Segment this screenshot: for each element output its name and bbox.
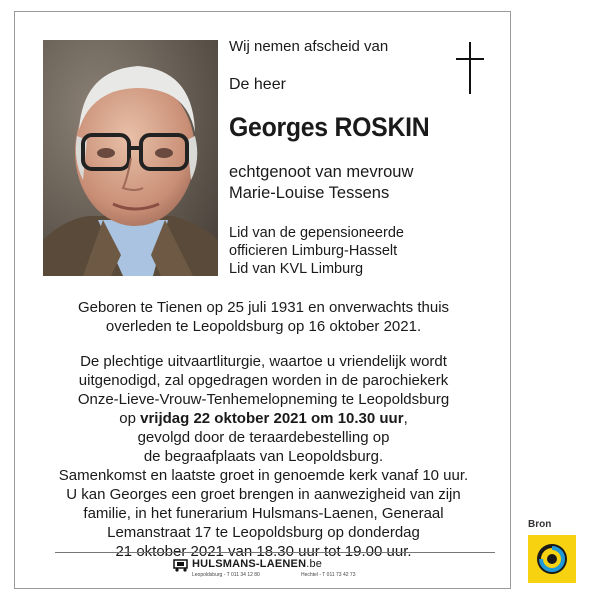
text-line: Lemanstraat 17 te Leopoldsburg op donderdag	[107, 524, 420, 541]
text-line: gevolgd door de teraardebestelling op	[137, 429, 390, 446]
text-line: uitgenodigd, zal opgedragen worden in de parochiekerk	[78, 372, 449, 389]
source-label: Bron	[528, 519, 552, 530]
text-line: Samenkomst en laatste groet in genoemde kerk vanaf 10 uur.	[58, 467, 469, 484]
service-date: vrijdag 22 oktober 2021 om 10.30 uur	[140, 410, 404, 427]
membership-line: Lid van KVL Limburg	[229, 261, 364, 277]
obituary-card	[14, 11, 511, 589]
text-line: de begraafplaats van Leopoldsburg.	[143, 448, 384, 465]
text-line: Onze-Lieve-Vrouw-Tenhemelopneming te Leopoldsburg	[77, 391, 450, 408]
text-line: familie, in het funerarium Hulsmans-Laenen, Generaal	[83, 505, 444, 522]
text-line: U kan Georges een groet brengen in aanwezigheid van zijn	[66, 486, 461, 503]
text-line: 21 oktober 2021 van 18.30 uur tot 19.00 uur.	[115, 543, 412, 560]
contact-leopoldsburg: Leopoldsburg - T 011 34 12 80	[192, 572, 260, 578]
contact-hechtel: Hechtel - T 011 73 42 73	[301, 572, 356, 578]
membership-block	[229, 224, 404, 278]
text-line: Geboren te Tienen op 25 juli 1931 en onverwachts thuis	[77, 299, 450, 316]
portrait-photo	[43, 40, 218, 276]
intro-text: Wij nemen afscheid van	[229, 38, 389, 55]
deceased-name: Georges ROSKIN	[229, 112, 430, 142]
service-date-line: op vrijdag 22 oktober 2021 om 10.30 uur,	[119, 410, 408, 427]
membership-line: Lid van de gepensioneerde	[229, 225, 404, 241]
title-prefix: De heer	[229, 76, 286, 93]
source-logo-icon	[528, 535, 576, 583]
footer-divider	[55, 552, 495, 553]
source-logo[interactable]	[528, 535, 576, 583]
funeral-home-footer	[173, 558, 373, 580]
text-line: overleden te Leopoldsburg op 16 oktober 2021.	[105, 318, 422, 335]
spouse-line: echtgenoot van mevrouw	[229, 163, 414, 181]
spouse-name: Marie-Louise Tessens	[229, 184, 390, 202]
cross-icon	[455, 42, 485, 94]
funeral-home-name: HULSMANS-LAENEN.be	[192, 558, 323, 570]
hearse-icon	[173, 559, 189, 572]
text-line: De plechtige uitvaartliturgie, waartoe u vriendelijk wordt	[80, 353, 447, 370]
service-paragraph	[15, 352, 512, 561]
spouse-block	[229, 162, 413, 204]
membership-line: officieren Limburg-Hasselt	[229, 243, 398, 259]
birth-death-paragraph	[15, 298, 512, 336]
